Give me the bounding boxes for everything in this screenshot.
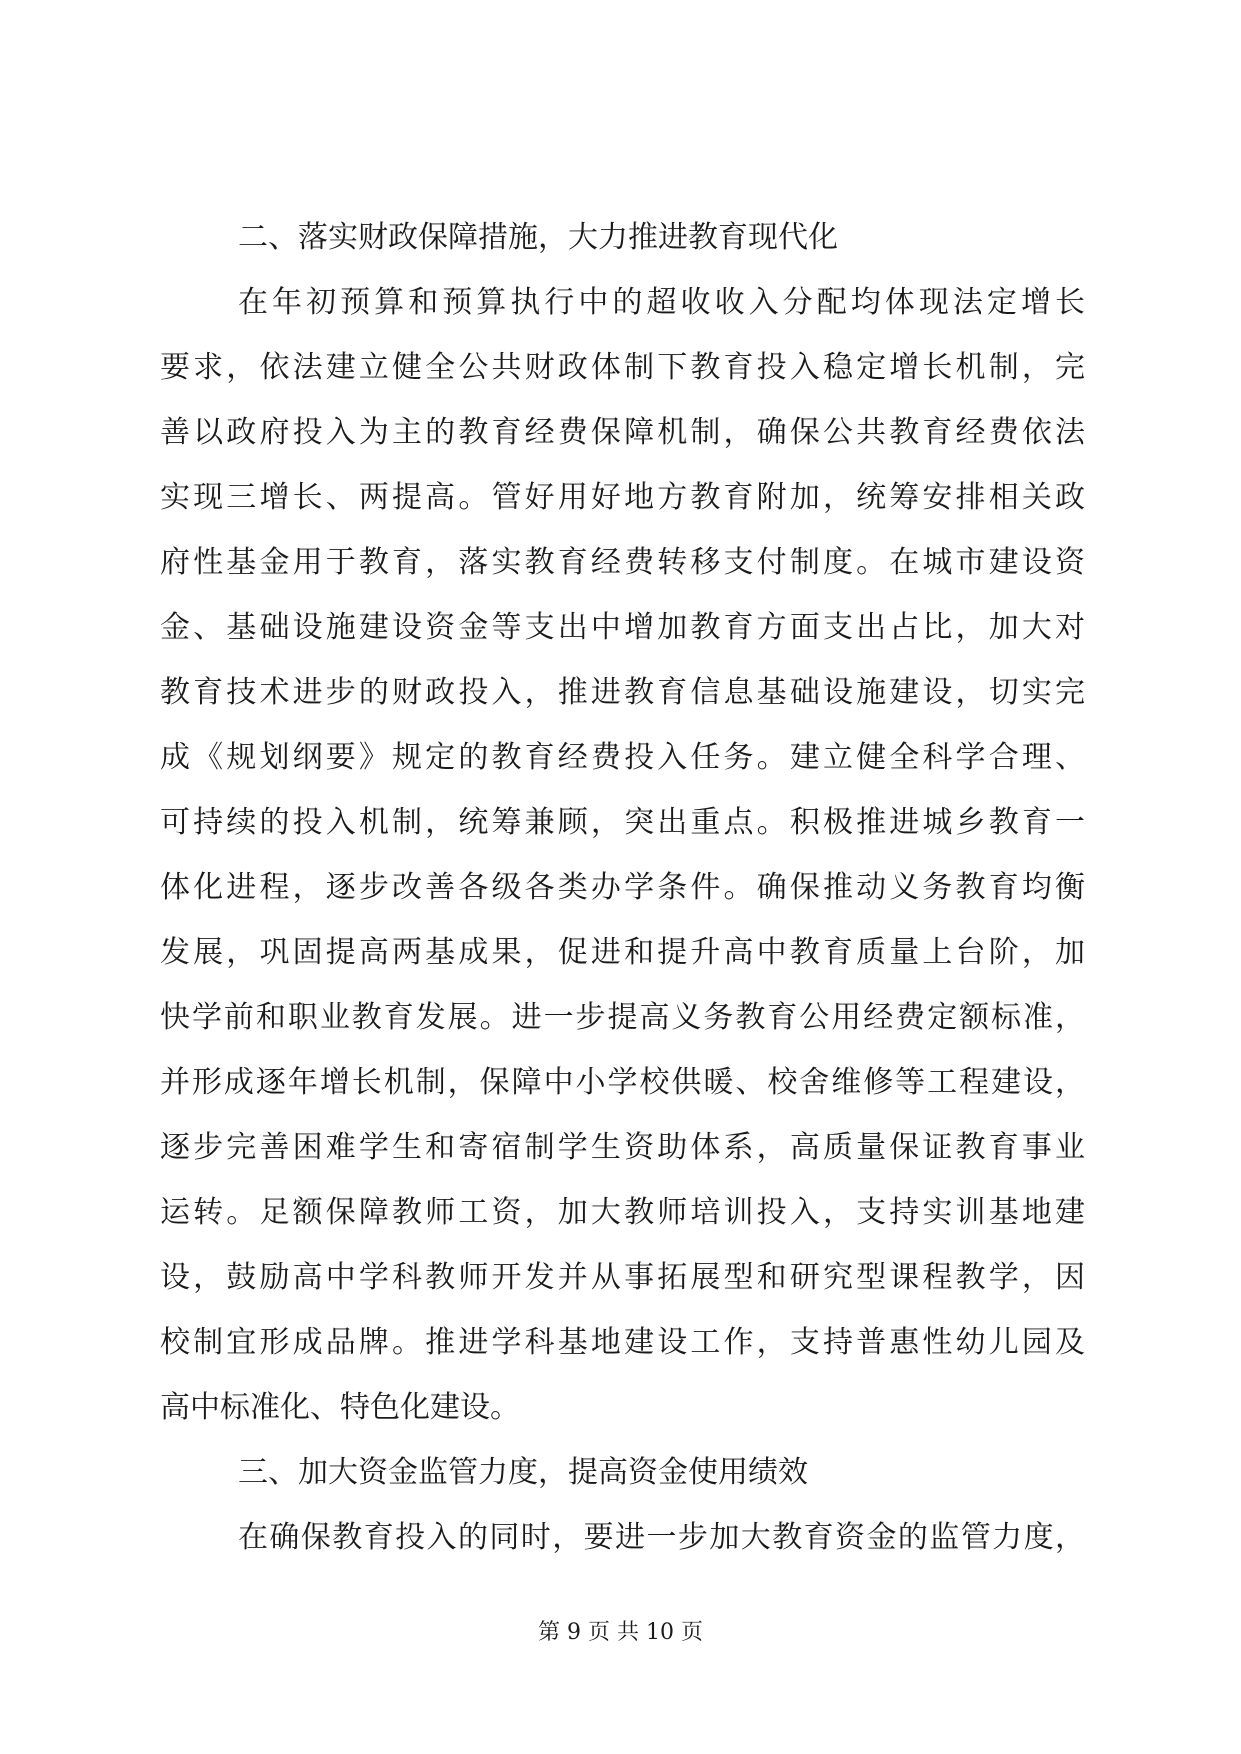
paragraph-line: 实现三增长、两提高。管好用好地方教育附加，统筹安排相关政 [160,480,1085,515]
paragraph-line: 府性基金用于教育，落实教育经费转移支付制度。在城市建设资 [160,545,1085,580]
paragraph-line: 善以政府投入为主的教育经费保障机制，确保公共教育经费依法 [160,415,1085,450]
paragraph-line: 可持续的投入机制，统筹兼顾，突出重点。积极推进城乡教育一 [160,805,1085,840]
page-number-footer: 第 9 页 共 10 页 [538,1620,703,1645]
paragraph-line: 快学前和职业教育发展。进一步提高义务教育公用经费定额标准， [160,1000,1085,1035]
paragraph-line: 设，鼓励高中学科教师开发并从事拓展型和研究型课程教学，因 [160,1260,1085,1295]
paragraph-line: 校制宜形成品牌。推进学科基地建设工作，支持普惠性幼儿园及 [160,1325,1085,1360]
section-heading-2: 二、落实财政保障措施，大力推进教育现代化 [238,220,838,255]
paragraph-line: 并形成逐年增长机制，保障中小学校供暖、校舍维修等工程建设， [160,1065,1085,1100]
paragraph-line: 教育技术进步的财政投入，推进教育信息基础设施建设，切实完 [160,675,1085,710]
paragraph-line: 要求，依法建立健全公共财政体制下教育投入稳定增长机制，完 [160,350,1085,385]
paragraph-line: 在确保教育投入的同时，要进一步加大教育资金的监管力度， [238,1520,1085,1555]
paragraph-line: 成《规划纲要》规定的教育经费投入任务。建立健全科学合理、 [160,740,1085,775]
paragraph-line: 体化进程，逐步改善各级各类办学条件。确保推动义务教育均衡 [160,870,1085,905]
paragraph-line: 高中标准化、特色化建设。 [160,1390,520,1425]
section-heading-3: 三、加大资金监管力度，提高资金使用绩效 [238,1455,808,1490]
paragraph-line: 运转。足额保障教师工资，加大教师培训投入，支持实训基地建 [160,1195,1085,1230]
paragraph-line: 发展，巩固提高两基成果，促进和提升高中教育质量上台阶，加 [160,935,1085,970]
document-body [160,205,1085,1570]
paragraph-line: 在年初预算和预算执行中的超收收入分配均体现法定增长 [238,285,1085,320]
paragraph-line: 金、基础设施建设资金等支出中增加教育方面支出占比，加大对 [160,610,1085,645]
paragraph-line: 逐步完善困难学生和寄宿制学生资助体系，高质量保证教育事业 [160,1130,1085,1165]
